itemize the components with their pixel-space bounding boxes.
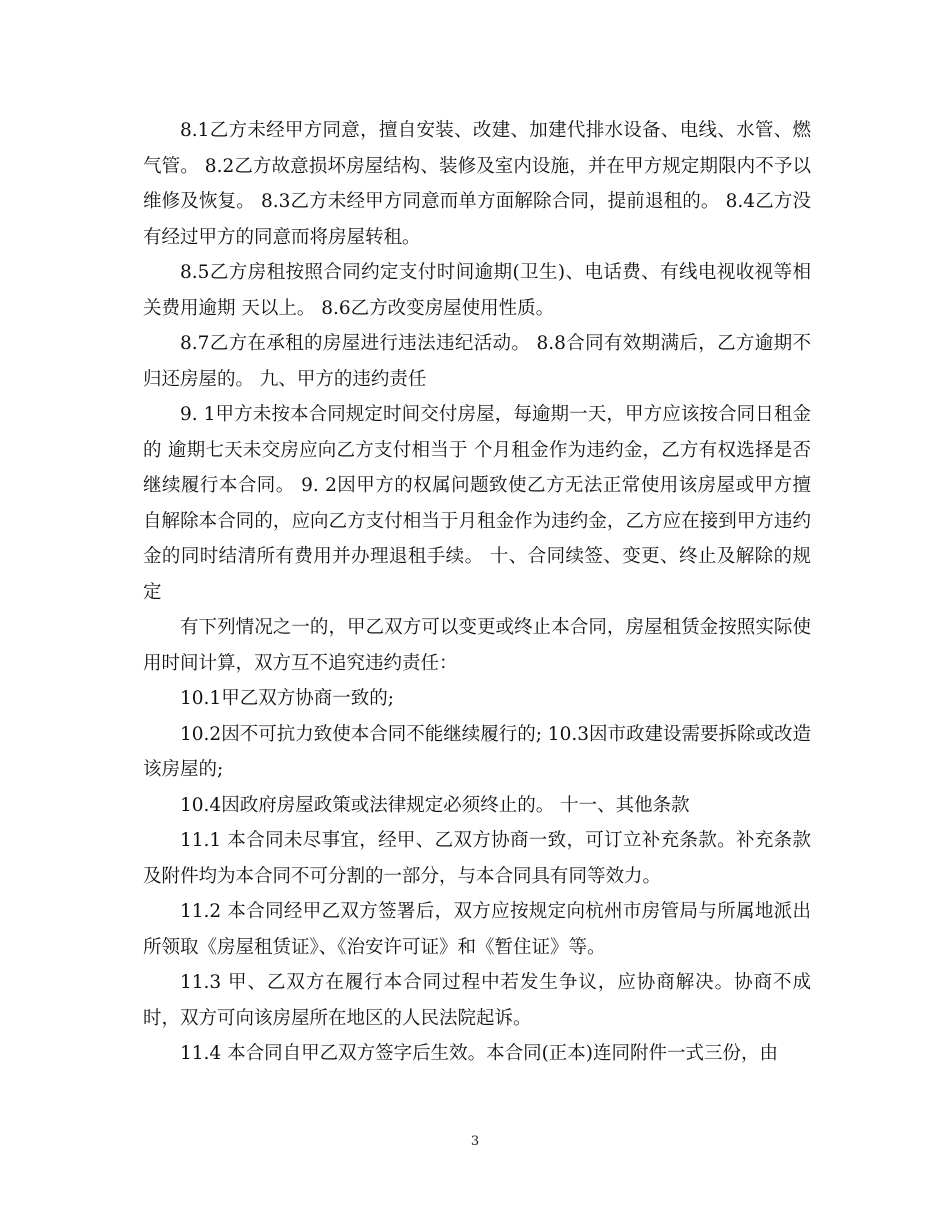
paragraph-11-1: 11.1 本合同未尽事宜，经甲、乙双方协商一致，可订立补充条款。补充条款及附件均为本合同不可分割的一部分，与本合同具有同等效力。 [143,830,811,887]
paragraph-9-1-to-9-2: 9. 1甲方未按本合同规定时间交付房屋，每逾期一天，甲方应该按合同日租金的 逾期七天未交房应向乙方支付相当于 个月租金作为违约金，乙方有权选择是否继续履行本合同。 9. 2因甲方的权属问题致使乙方无法正常使用该房屋或甲方擅自解除本合同的，应向乙方支付相当于月租金作为违约金，乙方应在接到甲方违约金的同时结清所有费用并办理退租手续。 十、合同续签、变更、终止及解除的规定 [143,404,811,603]
page-number: 3 [470,1134,480,1149]
paragraph-11-4: 11.4 本合同自甲乙双方签字后生效。本合同(正本)连同附件一式三份，由 [180,1043,779,1064]
paragraph-10-4: 10.4因政府房屋政策或法律规定必须终止的。 十一、其他条款 [180,794,690,816]
paragraph-10-2-to-10-3: 10.2因不可抗力致使本合同不能继续履行的; 10.3因市政建设需要拆除或改造该房屋的; [143,723,811,780]
paragraph-11-2: 11.2 本合同经甲乙双方签署后，双方应按规定向杭州市房管局与所属地派出所领取《房屋租赁证》、《治安许可证》和《暂住证》等。 [143,901,811,958]
paragraph-8-7-to-8-8: 8.7乙方在承租的房屋进行违法违纪活动。 8.8合同有效期满后，乙方逾期不归还房屋的。 九、甲方的违约责任 [143,333,811,390]
paragraph-section-10-intro: 有下列情况之一的，甲乙双方可以变更或终止本合同，房屋租赁金按照实际使用时间计算，双方互不追究违约责任： [143,617,811,674]
paragraph-8-5-to-8-6: 8.5乙方房租按照合同约定支付时间逾期(卫生)、电话费、有线电视收视等相关费用逾期 天以上。 8.6乙方改变房屋使用性质。 [143,262,811,319]
paragraph-11-3: 11.3 甲、乙双方在履行本合同过程中若发生争议，应协商解决。协商不成时，双方可向该房屋所在地区的人民法院起诉。 [143,972,811,1029]
document-body [143,113,811,1072]
paragraph-8-1-to-8-4: 8.1乙方未经甲方同意，擅自安装、改建、加建代排水设备、电线、水管、燃气管。 8.2乙方故意损坏房屋结构、装修及室内设施，并在甲方规定期限内不予以维修及恢复。 8.3乙方未经甲方同意而单方面解除合同，提前退租的。 8.4乙方没有经过甲方的同意而将房屋转租。 [143,120,811,248]
paragraph-10-1: 10.1甲乙双方协商一致的; [180,688,394,709]
